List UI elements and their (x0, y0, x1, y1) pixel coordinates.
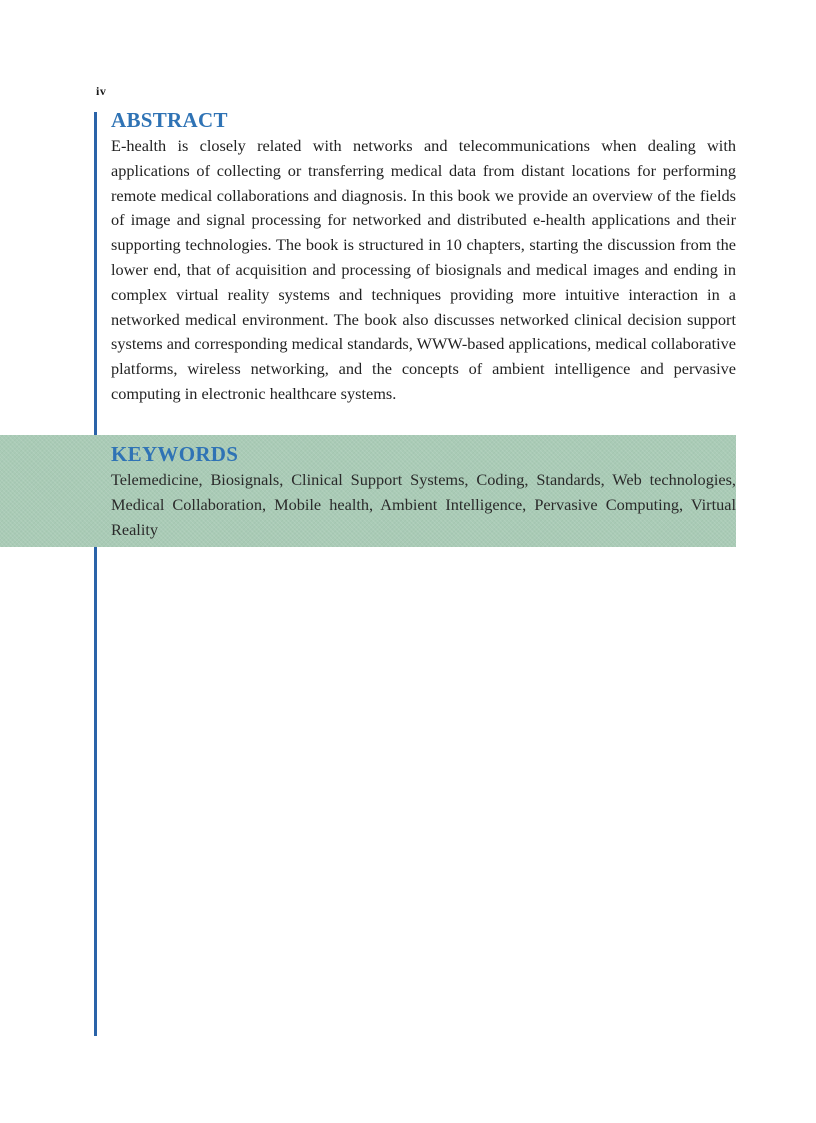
abstract-paragraph: E-health is closely related with networks and telecommunications when dealing with applications of collecting or transferring medical data from distant locations for performing remote medical collaborations and diagnosis. In this book we provide an overview of the fields of image and signal processing for networked and distributed e-health applications and their supporting technologies. The book is structured in 10 chapters, starting the discussion from the lower end, that of acquisition and processing of biosignals and medical images and ending in complex virtual reality systems and techniques providing more intuitive interaction in a networked medical environment. The book also discusses networked clinical decision support systems and corresponding medical standards, WWW-based applications, medical collaborative platforms, wireless networking, and the concepts of ambient intelligence and pervasive computing in electronic healthcare systems. (111, 136, 736, 403)
abstract-section (111, 106, 736, 407)
keywords-heading: KEYWORDS (111, 442, 239, 466)
keywords-section (111, 440, 736, 542)
abstract-heading: ABSTRACT (111, 108, 228, 132)
keywords-list: Telemedicine, Biosignals, Clinical Support Systems, Coding, Standards, Web technologies, Medical Collaboration, Mobile health, Ambient Intelligence, Pervasive Computing, Virtual Reality (111, 470, 736, 539)
left-margin-rule (94, 112, 97, 1036)
page-number: iv (96, 84, 107, 98)
